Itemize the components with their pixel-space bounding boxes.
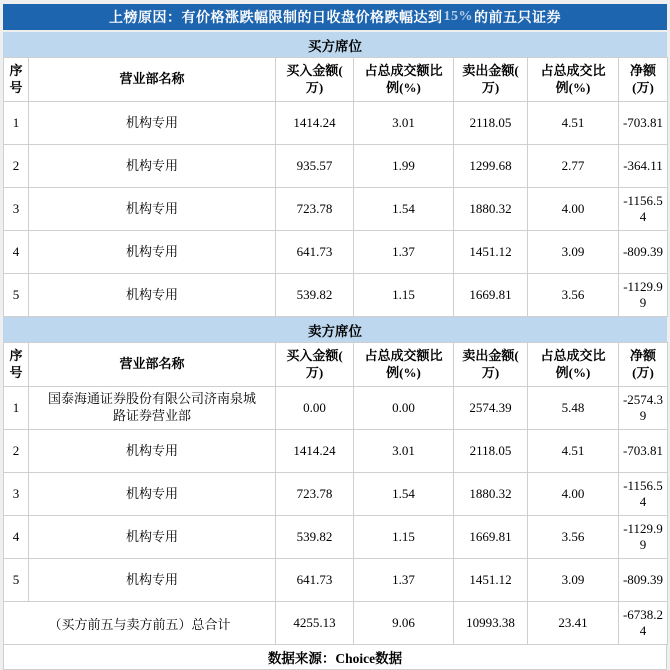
seller-row [4,559,668,602]
seq-cell: 2 [4,145,29,188]
sell-amount-cell: 1451.12 [454,559,528,602]
buy-amount-cell: 0.00 [276,387,354,430]
net-cell: -1129.99 [619,274,668,317]
buy-amount-cell: 723.78 [276,188,354,231]
net-cell: -809.39 [619,231,668,274]
col-header-buy-amount: 买入金额( 万) [276,343,354,387]
col-header-seq: 序 号 [4,343,29,387]
seq-cell: 2 [4,430,29,473]
total-sell-amount-cell: 10993.38 [454,602,528,645]
sell-pct-cell: 3.56 [528,274,619,317]
buy-pct-cell: 3.01 [354,430,454,473]
data-source-footer [3,645,667,670]
sell-pct-cell: 4.00 [528,473,619,516]
buy-pct-cell: 1.37 [354,559,454,602]
seller-row [4,516,668,559]
buy-pct-cell: 3.01 [354,102,454,145]
sell-pct-cell: 3.09 [528,231,619,274]
seller-table [3,342,668,645]
seq-cell: 1 [4,102,29,145]
buy-pct-cell: 1.54 [354,188,454,231]
seq-cell: 3 [4,473,29,516]
branch-cell: 机构专用 [29,430,276,473]
seller-row [4,387,668,430]
seller-table-header-row [4,343,668,387]
sell-amount-cell: 1451.12 [454,231,528,274]
branch-cell: 机构专用 [29,102,276,145]
seq-cell: 5 [4,274,29,317]
col-header-branch: 营业部名称 [29,58,276,102]
sell-amount-cell: 2118.05 [454,102,528,145]
col-header-sell-pct: 占总成交比 例(%) [528,58,619,102]
col-header-sell-pct: 占总成交比 例(%) [528,343,619,387]
branch-cell: 国泰海通证券股份有限公司济南泉城路证券营业部 [29,387,276,430]
branch-cell: 机构专用 [29,516,276,559]
col-header-buy-pct: 占总成交额比 例(%) [354,58,454,102]
col-header-sell-amount: 卖出金额( 万) [454,343,528,387]
buy-pct-cell: 1.15 [354,274,454,317]
col-header-seq: 序 号 [4,58,29,102]
sell-amount-cell: 1669.81 [454,516,528,559]
net-cell: -703.81 [619,102,668,145]
sell-amount-cell: 1880.32 [454,188,528,231]
buy-pct-cell: 1.54 [354,473,454,516]
buy-pct-cell: 1.99 [354,145,454,188]
buy-amount-cell: 539.82 [276,274,354,317]
sell-amount-cell: 1880.32 [454,473,528,516]
seq-cell: 1 [4,387,29,430]
seq-cell: 4 [4,231,29,274]
net-cell: -809.39 [619,559,668,602]
total-buy-pct-cell: 9.06 [354,602,454,645]
branch-cell: 机构专用 [29,473,276,516]
buy-section-header [3,32,667,57]
buy-amount-cell: 641.73 [276,231,354,274]
buy-pct-cell: 0.00 [354,387,454,430]
sell-section-header [3,317,667,342]
seq-cell: 4 [4,516,29,559]
buy-amount-cell: 539.82 [276,516,354,559]
sell-pct-cell: 2.77 [528,145,619,188]
branch-cell: 机构专用 [29,274,276,317]
sell-pct-cell: 4.00 [528,188,619,231]
buyer-table-header-row [4,58,668,102]
total-buy-amount-cell: 4255.13 [276,602,354,645]
col-header-sell-amount: 卖出金额( 万) [454,58,528,102]
net-cell: -703.81 [619,430,668,473]
total-label-cell: （买方前五与卖方前五）总合计 [4,602,276,645]
buy-amount-cell: 1414.24 [276,430,354,473]
seller-row [4,473,668,516]
col-header-buy-pct: 占总成交额比 例(%) [354,343,454,387]
branch-cell: 机构专用 [29,188,276,231]
sell-section-title: 卖方席位 [308,323,362,339]
grand-total-row [4,602,668,645]
buyer-table [3,57,668,317]
net-cell: -364.11 [619,145,668,188]
buy-amount-cell: 1414.24 [276,102,354,145]
sell-pct-cell: 4.51 [528,430,619,473]
seller-row [4,430,668,473]
sell-pct-cell: 3.09 [528,559,619,602]
sell-amount-cell: 2574.39 [454,387,528,430]
col-header-net: 净额 (万) [619,58,668,102]
banner-text-prefix: 上榜原因：有价格涨跌幅限制的日收盘价格跌幅达到 [109,11,443,26]
total-sell-pct-cell: 23.41 [528,602,619,645]
col-header-net: 净额 (万) [619,343,668,387]
seq-cell: 3 [4,188,29,231]
listing-reason-banner [3,4,667,30]
sell-amount-cell: 2118.05 [454,430,528,473]
sell-pct-cell: 3.56 [528,516,619,559]
buy-pct-cell: 1.15 [354,516,454,559]
net-cell: -1156.54 [619,473,668,516]
buy-amount-cell: 723.78 [276,473,354,516]
branch-cell: 机构专用 [29,145,276,188]
data-source-text: 数据来源：Choice数据 [267,651,403,666]
sell-pct-cell: 4.51 [528,102,619,145]
banner-highlight-value: 15% [443,9,473,24]
buyer-row [4,102,668,145]
branch-cell: 机构专用 [29,559,276,602]
net-cell: -2574.39 [619,387,668,430]
col-header-branch: 营业部名称 [29,343,276,387]
sell-amount-cell: 1669.81 [454,274,528,317]
net-cell: -1129.99 [619,516,668,559]
buyer-row [4,188,668,231]
branch-cell: 机构专用 [29,231,276,274]
buy-amount-cell: 641.73 [276,559,354,602]
sell-amount-cell: 1299.68 [454,145,528,188]
col-header-buy-amount: 买入金额( 万) [276,58,354,102]
buy-pct-cell: 1.37 [354,231,454,274]
buyer-row [4,274,668,317]
buyer-row [4,231,668,274]
seq-cell: 5 [4,559,29,602]
sell-pct-cell: 5.48 [528,387,619,430]
buy-amount-cell: 935.57 [276,145,354,188]
net-cell: -1156.54 [619,188,668,231]
buy-section-title: 买方席位 [308,38,362,54]
banner-text-suffix: 的前五只证券 [474,11,561,26]
total-net-cell: -6738.24 [619,602,668,645]
buyer-row [4,145,668,188]
